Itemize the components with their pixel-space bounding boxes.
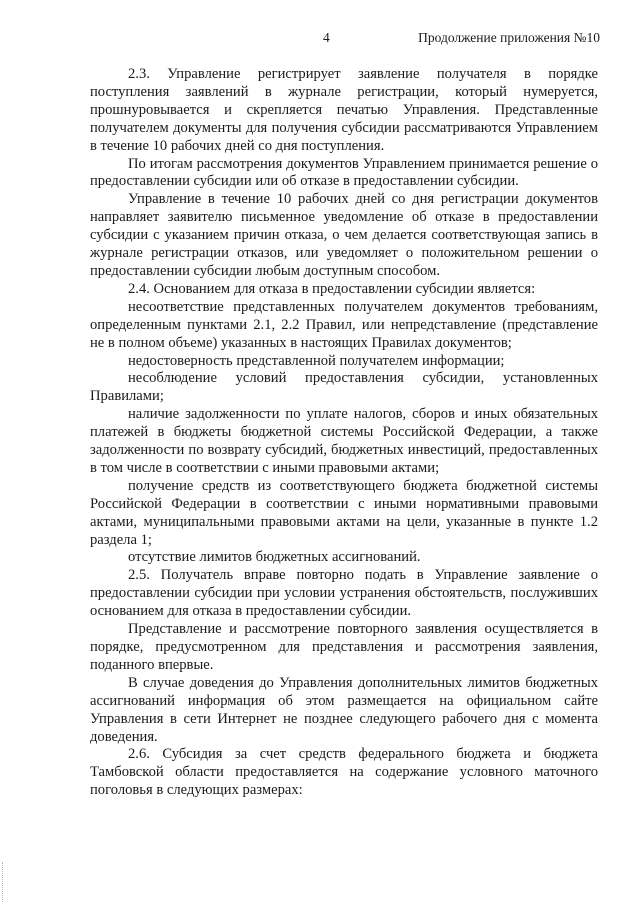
refusal-ground-conditions: несоблюдение условий предоставления субсидии, установленных Правилами;: [90, 370, 598, 405]
paragraph-notification: Управление в течение 10 рабочих дней со дня регистрации документов направляет заявителю письменное уведомление об отказе в предоставлении субсидии с указанием причин отказа, о чем делается соответствующая запись в журнале регистрации отказов, или уведомляет о положительном решении о предоставлении субсидии любым доступным способом.: [90, 191, 598, 279]
page-header: [0, 30, 640, 50]
page-number: 4: [323, 30, 330, 45]
refusal-ground-noncompliance: несоответствие представленных получателем документов требованиям, определенным пунктами 2.1, 2.2 Правил, или непредставление (представление не в полном объеме) указанных в настоящих Правилах документов;: [90, 298, 598, 351]
paragraph-2-6: 2.6. Субсидия за счет средств федерального бюджета и бюджета Тамбовской области предоставляется на содержание условного маточного поголовья в следующих размерах:: [90, 746, 598, 799]
scan-margin-marks: [2, 862, 9, 902]
refusal-ground-debt: наличие задолженности по уплате налогов, сборов и иных обязательных платежей в бюджеты бюджетной системы Российской Федерации, а также задолженности по возврату субсидий, бюджетных инвестиций, предоставленных в том числе в соответствии с иными правовыми актами;: [90, 406, 598, 476]
refusal-ground-unreliable-info: недостоверность представленной получателем информации;: [128, 352, 505, 369]
paragraph-2-5: 2.5. Получатель вправе повторно подать в Управление заявление о предоставлении субсидии при условии устранения обстоятельств, послуживших основанием для отказа в предоставлении субсидии.: [90, 567, 598, 620]
refusal-ground-other-funds: получение средств из соответствующего бюджета бюджетной системы Российской Федерации в соответствии с иными нормативными правовыми актами, муниципальными правовыми актами на цели, указанные в пункте 1.2 раздела 1;: [90, 477, 598, 548]
paragraph-decision: По итогам рассмотрения документов Управлением принимается решение о предоставлении субсидии или об отказе в предоставлении субсидии.: [90, 155, 598, 190]
refusal-ground-no-limits: отсутствие лимитов бюджетных ассигнований.: [128, 549, 421, 566]
paragraph-additional-limits: В случае доведения до Управления дополнительных лимитов бюджетных ассигнований информация об этом размещается на официальном сайте Управления в сети Интернет не позднее следующего рабочего дня с момента доведения.: [90, 674, 598, 745]
appendix-continuation-label: Продолжение приложения №10: [418, 30, 600, 45]
paragraph-2-4: 2.4. Основанием для отказа в предоставлении субсидии является:: [128, 280, 536, 297]
paragraph-2-3: 2.3. Управление регистрирует заявление получателя в порядке поступления заявлений в журнале регистрации, который нумеруется, прошнуровывается и скрепляется печатью Управления. Представленные получателем документы для получения субсидии рассматриваются Управлением в течение 10 рабочих дней со дня поступления.: [90, 66, 598, 154]
paragraph-repeat-review: Представление и рассмотрение повторного заявления осуществляется в порядке, предусмотренном для представления и рассмотрения заявления, поданного впервые.: [90, 621, 598, 673]
document-body: [90, 66, 598, 800]
